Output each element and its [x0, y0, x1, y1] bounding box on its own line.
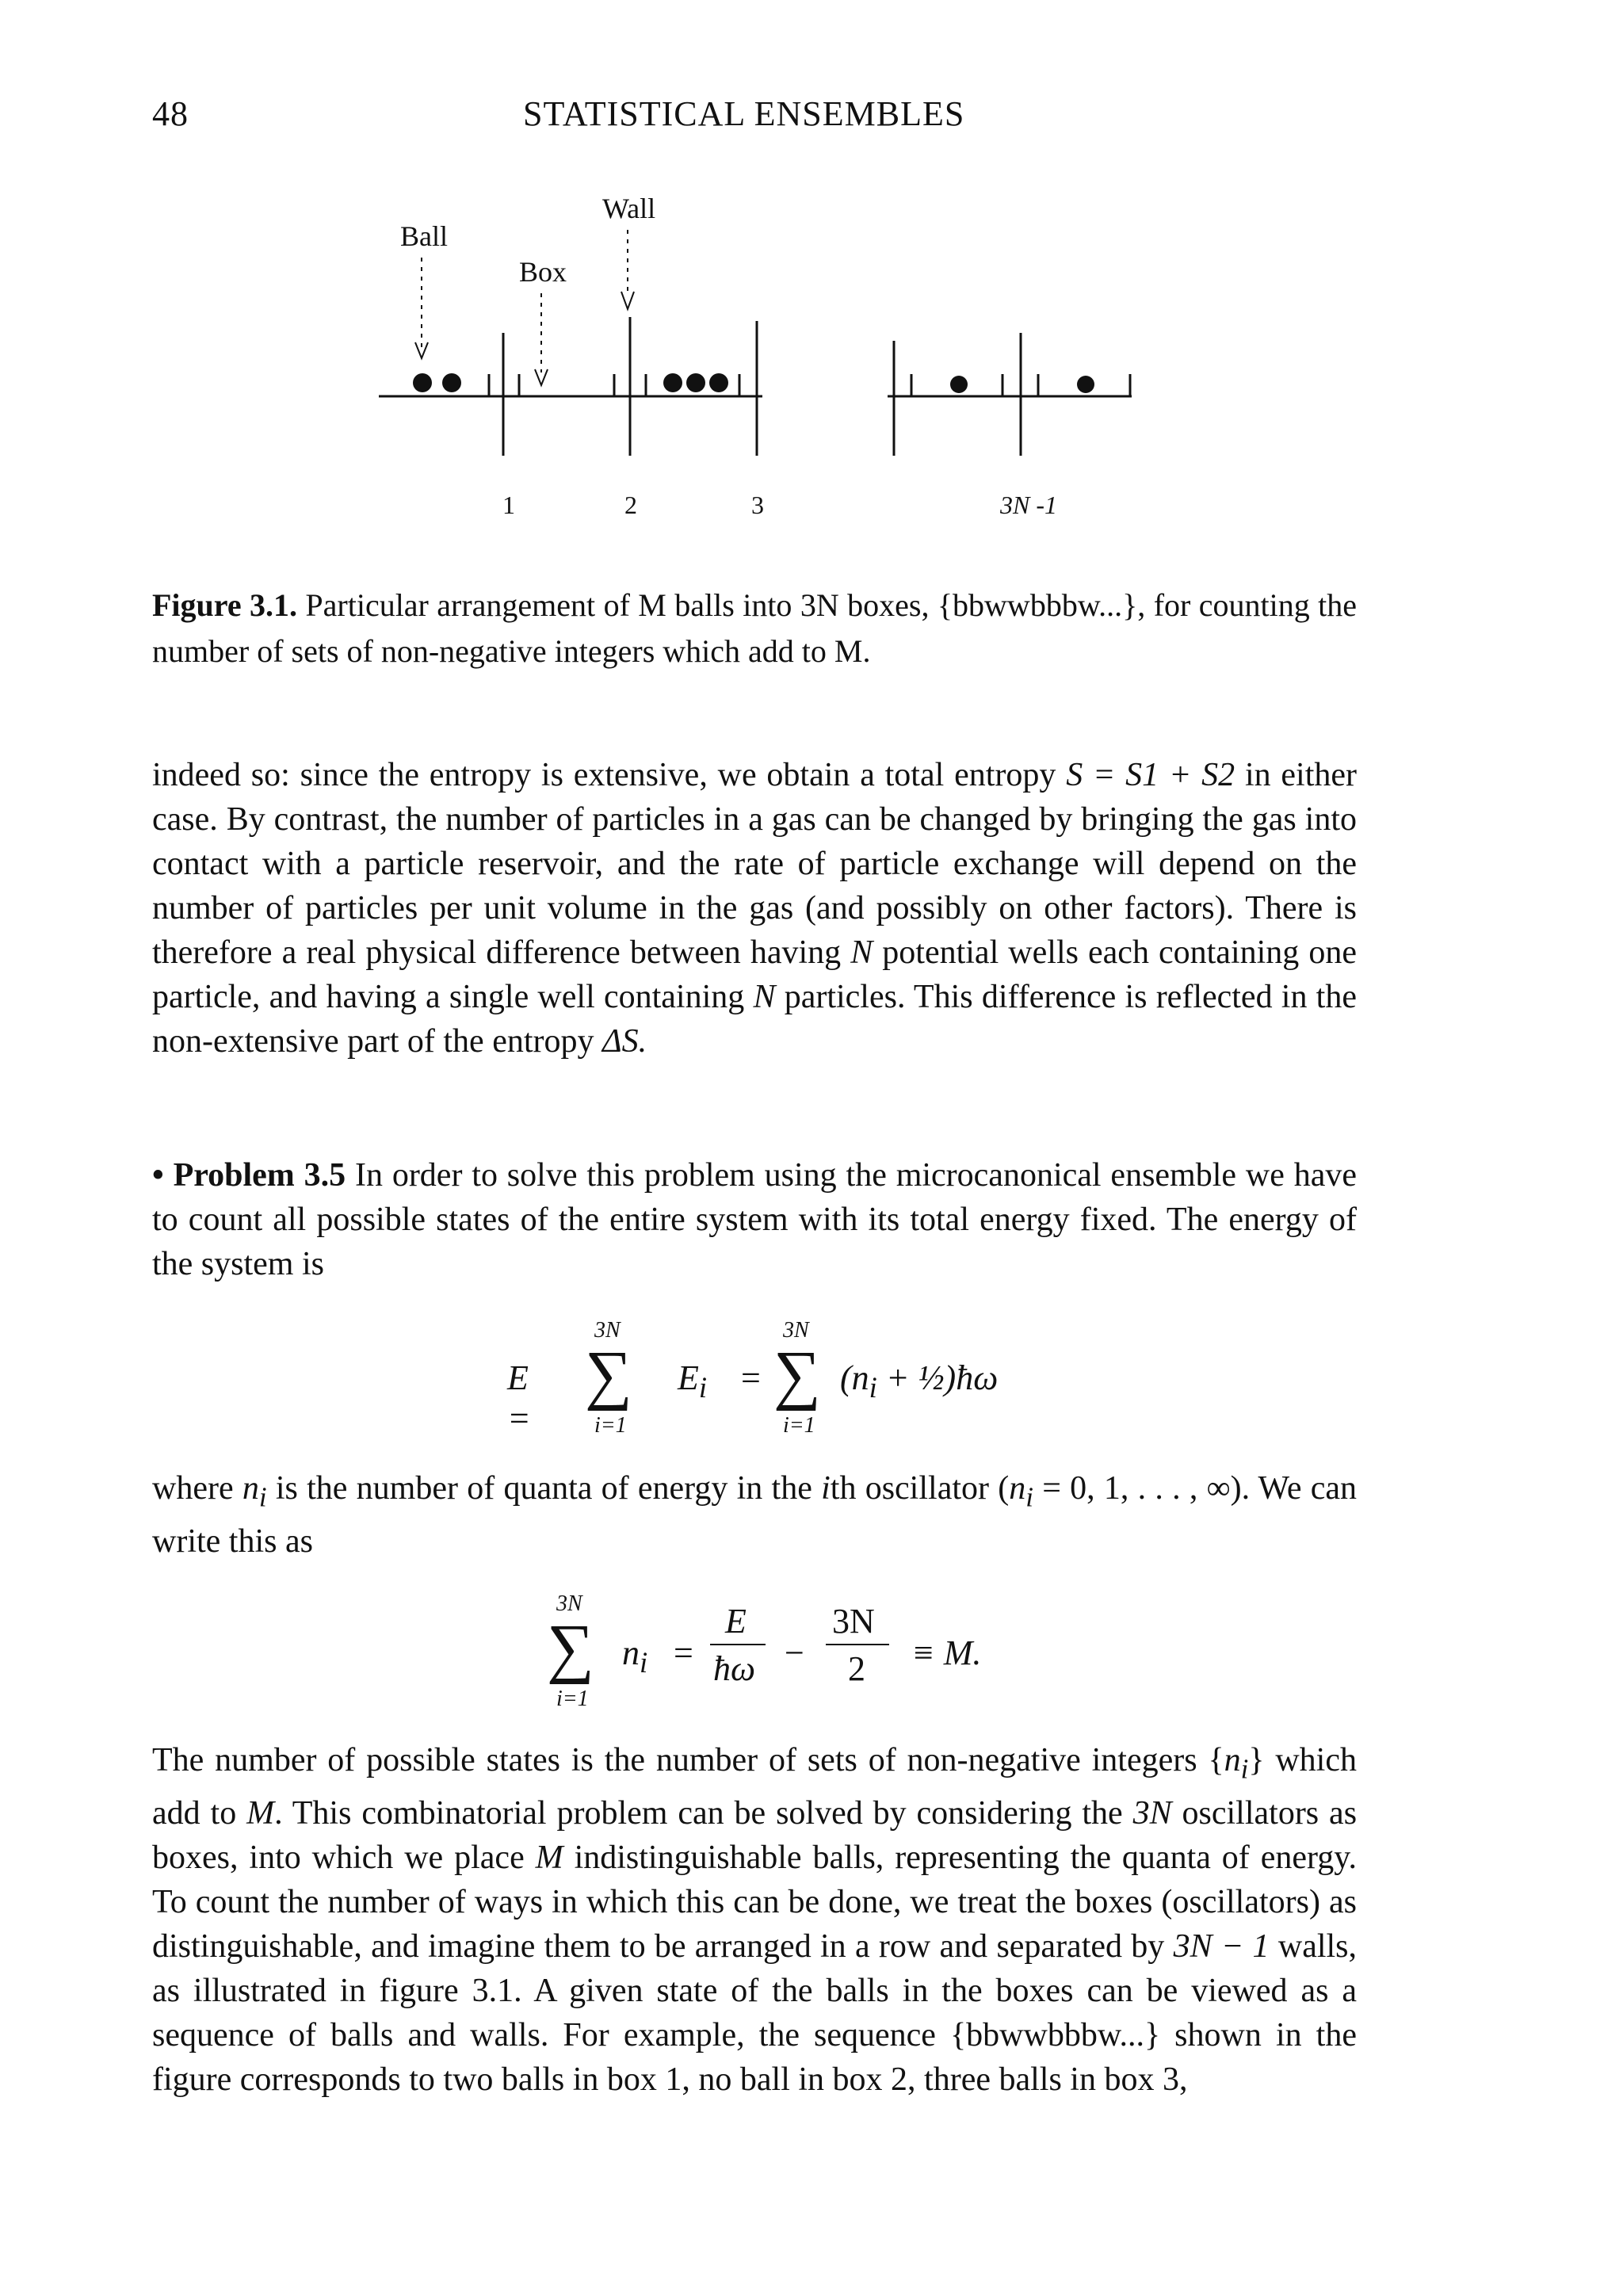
ball — [663, 373, 682, 392]
caption-label: Figure 3.1. — [152, 587, 297, 623]
ball — [442, 373, 461, 392]
entropy-equation: S = S1 + S2 — [1066, 757, 1235, 793]
subscript-i: i — [258, 1481, 267, 1513]
eq1-upper-limit-1: 3N — [594, 1318, 621, 1343]
para2-text-d: = 0, 1, . . . , ∞). We can write this as — [152, 1470, 1358, 1561]
symbol-n: n — [1224, 1742, 1241, 1778]
eq1-lower-limit-1: i=1 — [594, 1413, 627, 1438]
eq2-rhs: ≡ M. — [911, 1633, 982, 1672]
box-number-1: 1 — [502, 491, 515, 519]
caption-text: Particular arrangement of M balls into 3N boxes, {bbwwbbbw...}, for counting the number of sets of non-negative integers which add to M. — [152, 587, 1358, 669]
label-ball: Ball — [400, 220, 448, 252]
eq2-minus: − — [785, 1633, 804, 1672]
symbol-3N: 3N — [1132, 1795, 1172, 1832]
eq2-denominator-hbar-omega: ħω — [713, 1649, 756, 1688]
para2-text-b: is the number of quanta of energy in the — [275, 1470, 812, 1507]
page-number: 48 — [152, 94, 189, 133]
para3-text-f: walls, as illustrated in figure 3.1. A given state of the balls in the boxes can be viewed as a sequence of balls and walls. For example, the sequence {bbwwbbbw...} shown in the figure corresponds to two balls in box 1, no ball in box 2, three balls in box 3, — [152, 1928, 1358, 2099]
problem-paragraph — [152, 1153, 1357, 1286]
eq1-lhs: E = — [507, 1358, 531, 1438]
eq1-lower-limit-2: i=1 — [783, 1413, 815, 1438]
eq1-term-rest: + ½)ħω — [885, 1358, 999, 1397]
eq2-n: n — [622, 1633, 640, 1672]
eq1-term-n: (n — [840, 1358, 869, 1397]
para3-text-c: . This combinatorial problem can be solved by considering the — [274, 1795, 1123, 1832]
paragraph-quanta — [152, 1466, 1357, 1564]
arrowhead-wall — [621, 292, 634, 309]
eq1-upper-limit-2: 3N — [783, 1318, 809, 1343]
ball — [413, 373, 432, 392]
eq2-denominator-2: 2 — [848, 1649, 865, 1688]
box-number-3n-1: 3N -1 — [1000, 491, 1057, 519]
eq2-numerator-3n: 3N — [832, 1602, 875, 1641]
problem-text: In order to solve this problem using the microcanonical ensemble we have to count all possible states of the entire system with its total energy fixed. The energy of the system is — [152, 1157, 1357, 1282]
eq1-equals: = — [741, 1358, 761, 1397]
label-box: Box — [519, 256, 567, 288]
symbol-i: i — [821, 1470, 831, 1507]
balls — [413, 373, 1094, 393]
symbol-delta-S: ΔS. — [601, 1023, 647, 1060]
symbol-N: N — [850, 934, 873, 971]
eq2-lower-limit: i=1 — [556, 1687, 589, 1711]
box-sides — [489, 374, 1130, 396]
ball — [950, 376, 968, 393]
symbol-3N-minus-1: 3N − 1 — [1173, 1928, 1270, 1966]
symbol-n: n — [242, 1470, 259, 1507]
para1-text-d: particles. This difference is reflected in the non-extensive part of the entropy — [152, 979, 1357, 1060]
symbol-n: n — [1009, 1470, 1026, 1507]
para3-text-b: } which add to — [152, 1742, 1357, 1832]
ball — [686, 373, 705, 392]
symbol-M: M — [535, 1839, 563, 1877]
symbol-M: M — [246, 1795, 275, 1832]
eq2-equals: = — [674, 1633, 693, 1672]
box-number-2: 2 — [624, 491, 637, 519]
summation-sign: ∑ — [773, 1338, 821, 1412]
para2-text-a: where — [152, 1470, 234, 1507]
walls — [503, 317, 1021, 456]
symbol-N: N — [753, 979, 776, 1015]
running-head: STATISTICAL ENSEMBLES — [523, 94, 965, 133]
para3-text-d: oscillators as boxes, into which we place — [152, 1795, 1358, 1877]
eq1-term-e: E — [678, 1358, 699, 1397]
para3-text-e: indistinguishable balls, representing the quanta of energy. To count the number of ways in which this can be done, we treat the boxes (oscillators) as distinguishable, and imagine them to be arranged in a row and separated by — [152, 1839, 1357, 1966]
figure-caption — [152, 583, 1357, 674]
ball — [1077, 376, 1094, 393]
figure-balls-boxes-diagram — [0, 0, 1623, 555]
summation-sign: ∑ — [585, 1338, 632, 1412]
eq2-upper-limit: 3N — [556, 1591, 582, 1616]
subscript-i: i — [1025, 1481, 1033, 1513]
subscript-i: i — [640, 1645, 648, 1679]
subscript-i: i — [1240, 1753, 1249, 1785]
ball — [709, 373, 728, 392]
problem-bullet: • — [152, 1157, 164, 1194]
subscript-i: i — [869, 1370, 877, 1404]
paragraph-combinatorics — [152, 1738, 1357, 2102]
fraction-bar — [826, 1644, 889, 1645]
box-number-3: 3 — [751, 491, 764, 519]
eq2-numerator-e: E — [725, 1602, 747, 1641]
para1-text-a: indeed so: since the entropy is extensive, we obtain a total entropy — [152, 757, 1056, 793]
label-wall: Wall — [602, 193, 656, 224]
para1-text-c: potential wells each containing one particle, and having a single well containing — [152, 934, 1357, 1015]
summation-sign: ∑ — [547, 1611, 594, 1685]
para2-text-c: th oscillator ( — [830, 1470, 1010, 1507]
subscript-i: i — [698, 1370, 708, 1404]
para1-text-b: in either case. By contrast, the number of particles in a gas can be changed by bringing the gas into contact with a particle reservoir, and the rate of particle exchange will depend on the number of particles per unit volume in the gas (and possibly on other factors). There is therefore a real physical difference between having — [152, 757, 1358, 971]
paragraph-entropy — [152, 753, 1357, 1064]
problem-label: Problem 3.5 — [173, 1157, 346, 1194]
fraction-bar — [710, 1644, 766, 1645]
para3-text-a: The number of possible states is the number of sets of non-negative integers { — [152, 1742, 1224, 1778]
